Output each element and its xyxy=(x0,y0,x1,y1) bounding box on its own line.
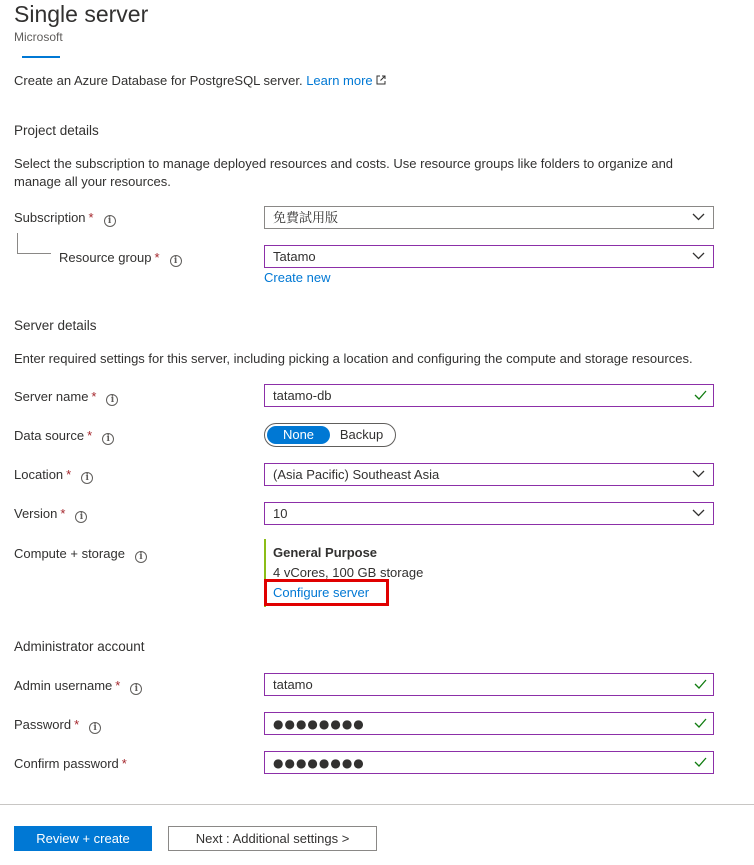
resource-group-label: Resource group * i xyxy=(59,249,182,267)
checkmark-icon xyxy=(694,678,707,690)
admin-username-input[interactable] xyxy=(264,673,714,696)
location-dropdown[interactable] xyxy=(264,463,714,486)
password-label: Password * i xyxy=(14,716,101,734)
info-icon[interactable]: i xyxy=(104,215,116,227)
admin-username-value: tatamo xyxy=(273,677,313,692)
compute-storage-label: Compute + storage i xyxy=(14,545,147,563)
version-label: Version * i xyxy=(14,505,87,523)
tab-indicator xyxy=(22,56,60,58)
server-name-value: tatamo-db xyxy=(273,388,332,403)
checkmark-icon xyxy=(694,389,707,401)
location-value: (Asia Pacific) Southeast Asia xyxy=(273,467,440,482)
info-icon[interactable]: i xyxy=(89,722,101,734)
configure-server-link[interactable]: Configure server xyxy=(273,585,370,600)
confirm-password-input[interactable] xyxy=(264,751,714,774)
create-new-link[interactable]: Create new xyxy=(264,270,331,285)
checkmark-icon xyxy=(694,717,707,729)
project-details-heading: Project details xyxy=(14,123,99,138)
footer-divider xyxy=(0,804,754,805)
info-icon[interactable]: i xyxy=(75,511,87,523)
compute-description: 4 vCores, 100 GB storage xyxy=(273,565,424,580)
tree-connector xyxy=(17,233,18,253)
server-details-description: Enter required settings for this server, including picking a location and configuring the compute and storage resources. xyxy=(14,351,693,366)
chevron-down-icon xyxy=(692,212,705,222)
project-details-description: Select the subscription to manage deployed resources and costs. Use resource groups like folders to organize and manage all your resources. xyxy=(14,156,674,189)
info-icon[interactable]: i xyxy=(170,255,182,267)
info-icon[interactable]: i xyxy=(81,472,93,484)
data-source-toggle[interactable] xyxy=(264,423,396,447)
data-source-option-none[interactable]: None xyxy=(267,426,330,444)
version-dropdown[interactable] xyxy=(264,502,714,525)
chevron-down-icon xyxy=(692,469,705,479)
external-link-icon xyxy=(376,75,386,85)
password-value: ●●●●●●●● xyxy=(273,717,365,731)
tree-connector-branch xyxy=(17,253,51,254)
resource-group-value: Tatamo xyxy=(273,249,316,264)
server-details-heading: Server details xyxy=(14,318,97,333)
chevron-down-icon xyxy=(692,251,705,261)
next-additional-settings-button[interactable]: Next : Additional settings > xyxy=(168,826,377,851)
password-input[interactable] xyxy=(264,712,714,735)
compute-tier: General Purpose xyxy=(273,545,378,560)
data-source-label: Data source * i xyxy=(14,427,114,445)
review-create-button[interactable]: Review + create xyxy=(14,826,152,851)
intro-text xyxy=(14,73,386,88)
data-source-option-backup[interactable]: Backup xyxy=(339,427,384,442)
server-name-label: Server name * i xyxy=(14,388,118,406)
page-subtitle: Microsoft xyxy=(14,30,63,44)
admin-account-heading: Administrator account xyxy=(14,639,145,654)
subscription-dropdown[interactable] xyxy=(264,206,714,229)
info-icon[interactable]: i xyxy=(106,394,118,406)
admin-username-label: Admin username * i xyxy=(14,677,142,695)
confirm-password-value: ●●●●●●●● xyxy=(273,756,365,770)
learn-more-link[interactable]: Learn more xyxy=(306,73,385,88)
checkmark-icon xyxy=(694,756,707,768)
location-label: Location * i xyxy=(14,466,93,484)
info-icon[interactable]: i xyxy=(130,683,142,695)
intro-description: Create an Azure Database for PostgreSQL server. xyxy=(14,73,303,88)
resource-group-dropdown[interactable] xyxy=(264,245,714,268)
info-icon[interactable]: i xyxy=(102,433,114,445)
confirm-password-label: Confirm password * xyxy=(14,756,127,771)
subscription-value: 免費試用版 xyxy=(273,210,339,225)
info-icon[interactable]: i xyxy=(135,551,147,563)
version-value: 10 xyxy=(273,506,288,521)
page-title: Single server xyxy=(14,1,149,27)
server-name-input[interactable] xyxy=(264,384,714,407)
chevron-down-icon xyxy=(692,508,705,518)
subscription-label: Subscription * i xyxy=(14,209,116,227)
